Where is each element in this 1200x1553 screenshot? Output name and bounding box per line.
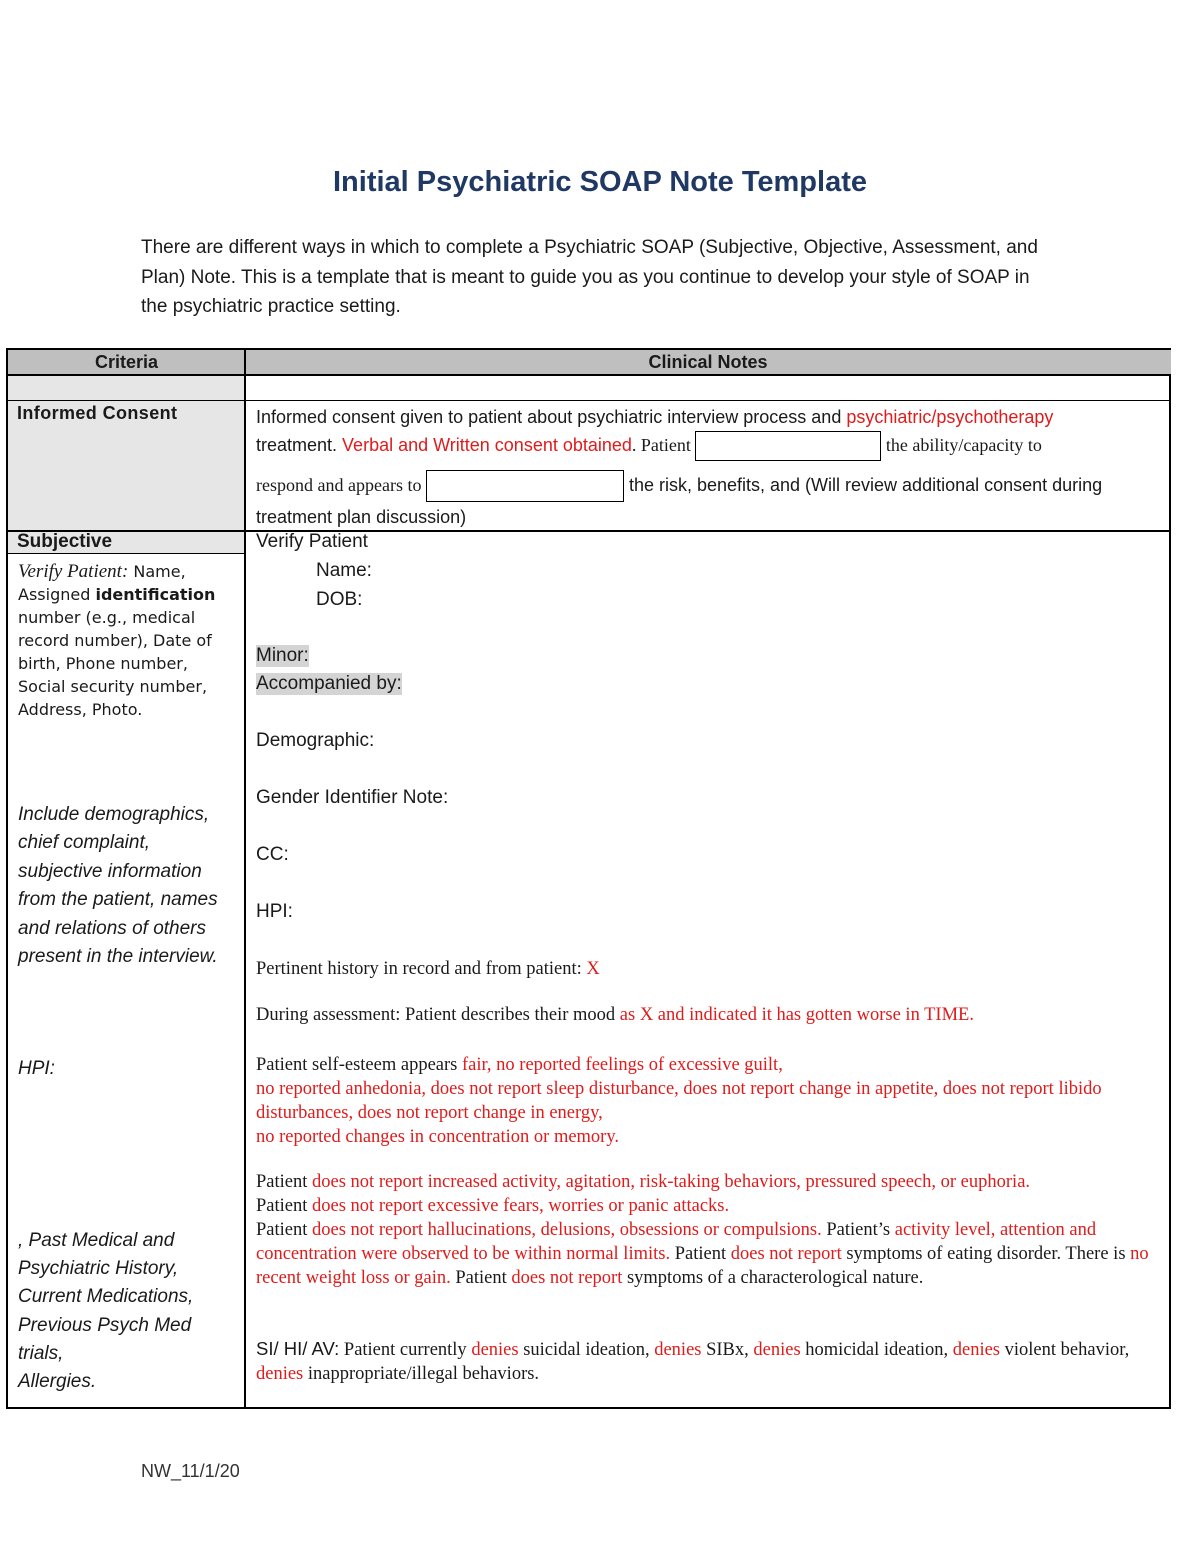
si-text: violent behavior, [1000, 1340, 1130, 1360]
consent-text: respond and appears to [256, 475, 426, 495]
self-esteem-text-red: fair, no reported feelings of excessive guilt, [461, 1055, 783, 1075]
hpi-guidance: HPI: [18, 1058, 55, 1079]
dob-field-label: DOB: [316, 589, 363, 610]
mood-text-red: as X and indicated it has gotten worse in TIME. [619, 1005, 974, 1025]
consent-text: treatment. [256, 435, 343, 455]
self-esteem-text-red: no reported anhedonia, does not report sleep disturbance, does not report change in appetite, does not report libido disturbances, does not report change in energy, [256, 1079, 1102, 1123]
symptom-text: symptoms of eating disorder. There is [841, 1244, 1131, 1264]
minor-field-label: Minor: [256, 645, 309, 666]
symptom-text-red: does not report increased activity, agitation, risk-taking behaviors, pressured speech, or euphoria. [312, 1172, 1031, 1192]
capacity-input[interactable] [695, 431, 881, 461]
verify-heading: Verify Patient: [18, 561, 129, 582]
symptom-text: Patient [256, 1220, 313, 1240]
verify-text: number (e.g., medical record number), Date of birth, Phone number, Social security number, Address, Photo. [18, 608, 212, 719]
demographic-field-label: Demographic: [256, 730, 375, 751]
si-text: inappropriate/illegal behaviors. [303, 1364, 540, 1384]
si-hi-av-paragraph [256, 1337, 1166, 1386]
verify-patient-heading: Verify Patient [256, 531, 368, 552]
symptom-text: Patient [256, 1172, 313, 1192]
si-denies: denies [753, 1340, 801, 1360]
understanding-input[interactable] [426, 470, 624, 502]
consent-text: . Patient [631, 435, 696, 455]
cc-field-label: CC: [256, 844, 289, 865]
soap-table [6, 348, 1171, 1409]
si-denies: denies [256, 1364, 304, 1384]
symptom-text: symptoms of a characterological nature. [622, 1268, 924, 1288]
hpi-field-label: HPI: [256, 901, 293, 922]
verify-text: Name, Assigned [18, 562, 186, 604]
history-text: , Past Medical and Psychiatric History, Current Medications, Previous Psych Med trials, [18, 1230, 194, 1364]
gender-field-label: Gender Identifier Note: [256, 787, 449, 808]
row-divider [8, 553, 244, 554]
symptom-text-red: does not report excessive fears, worries or panic attacks. [312, 1196, 730, 1216]
verify-patient-guidance [18, 560, 240, 721]
page-title: Initial Psychiatric SOAP Note Template [333, 166, 867, 198]
si-denies: denies [952, 1340, 1001, 1360]
self-esteem-paragraph [256, 1053, 1166, 1149]
consent-text: treatment plan discussion) [256, 507, 467, 527]
informed-consent-label: Informed Consent [17, 403, 178, 423]
consent-text: Informed consent given to patient about psychiatric interview process and [256, 407, 847, 427]
si-text: homicidal ideation, [800, 1340, 953, 1360]
mood-text: During assessment: Patient describes their mood [256, 1005, 620, 1025]
pertinent-text: Pertinent history in record and from patient: [256, 959, 587, 979]
consent-text: the risk, benefits, and (Will review additional consent during [623, 475, 1103, 495]
symptom-text-red: does not report hallucinations, delusions, obsessions or compulsions. [312, 1220, 822, 1240]
symptom-text: Patient [256, 1196, 313, 1216]
allergies-text: Allergies. [18, 1371, 97, 1393]
consent-text-red: psychiatric/psychotherapy [846, 407, 1054, 427]
si-label: SI/ HI/ AV: [256, 1338, 340, 1359]
clinical-notes-header: Clinical Notes [245, 350, 1171, 376]
row-divider [8, 400, 1169, 401]
symptom-review-paragraph [256, 1170, 1156, 1290]
column-divider [244, 350, 246, 1409]
criteria-header: Criteria [8, 350, 245, 376]
si-text: Patient currently [339, 1340, 472, 1360]
consent-text: the ability/capacity to [881, 435, 1042, 455]
pertinent-text-red: X [586, 959, 600, 979]
symptom-text-red: no recent weight loss or gain. [256, 1244, 1149, 1288]
si-text: SIBx, [701, 1340, 754, 1360]
history-guidance [18, 1227, 233, 1396]
intro-paragraph: There are different ways in which to complete a Psychiatric SOAP (Subjective, Objective, Assessment, and Plan) Note. This is a template that is meant to guide you as you continue to develop your style of SOAP in the psychiatric practice setting. [141, 237, 1038, 317]
self-esteem-text: Patient self-esteem appears [256, 1055, 462, 1075]
accompanied-field-label: Accompanied by: [256, 673, 402, 694]
symptom-text: Patient’s [821, 1220, 895, 1240]
include-guidance: Include demographics, chief complaint, subjective information from the patient, names and relations of others present in the interview. [18, 804, 218, 968]
blank-row-label [8, 376, 244, 400]
symptom-text-red: does not report [511, 1268, 623, 1288]
si-text: suicidal ideation, [518, 1340, 655, 1360]
pertinent-history [256, 959, 1166, 980]
si-denies: denies [471, 1340, 519, 1360]
name-field-label: Name: [316, 560, 372, 581]
consent-text-red: Verbal and Written consent obtained [342, 435, 632, 455]
symptom-text: Patient [670, 1244, 731, 1264]
consent-notes [256, 403, 1166, 531]
si-denies: denies [654, 1340, 702, 1360]
mood-assessment [256, 1005, 1166, 1026]
self-esteem-text-red: no reported changes in concentration or memory. [256, 1127, 620, 1147]
verify-text-bold: identification [95, 585, 216, 604]
subjective-label: Subjective [17, 531, 113, 552]
symptom-text-red: activity level, attention and concentration were observed to be within normal limits. [256, 1220, 1097, 1264]
symptom-text: Patient [450, 1268, 512, 1288]
symptom-text-red: does not report [730, 1244, 842, 1264]
footer-version: NW_11/1/20 [141, 1461, 240, 1481]
